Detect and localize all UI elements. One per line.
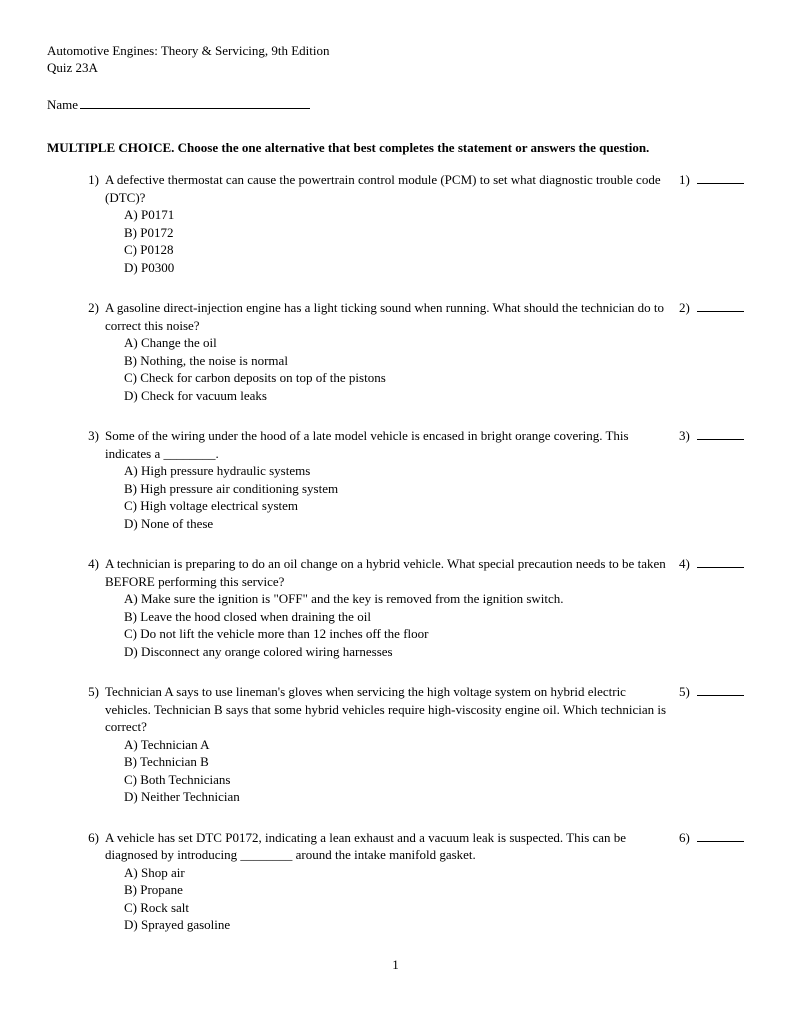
answer-area [669, 299, 745, 317]
answer-blank [697, 171, 744, 184]
question-body [105, 555, 669, 660]
answer-blank [697, 683, 744, 696]
answer-blank [697, 829, 744, 842]
question-body [105, 171, 669, 276]
choices-list [124, 736, 669, 806]
answer-blank [697, 555, 744, 568]
choice: B) Propane [124, 882, 183, 897]
answer-area [669, 555, 745, 573]
choices-list [124, 462, 669, 532]
question-number: 6) [88, 829, 99, 845]
answer-number: 4) [679, 556, 690, 571]
question [47, 171, 745, 276]
answer-blank [697, 299, 744, 312]
question-body [105, 829, 669, 934]
choice: B) Leave the hood closed when draining the oil [124, 608, 371, 624]
question-number: 4) [88, 556, 99, 571]
choice: C) Both Technicians [124, 771, 231, 787]
answer-number: 2) [679, 300, 690, 315]
answer-area [669, 683, 745, 701]
answer-area [669, 427, 745, 445]
choice: D) P0300 [124, 259, 175, 275]
question-text: A defective thermostat can cause the powertrain control module (PCM) to set what diagnostic trouble code (DTC)? [105, 172, 661, 205]
choice: D) Check for vacuum leaks [124, 387, 267, 403]
choice: C) Do not lift the vehicle more than 12 inches off the floor [124, 626, 429, 641]
choice: B) Technician B [124, 754, 209, 769]
choices-list [124, 590, 669, 660]
question-body [105, 299, 669, 404]
question-text: Some of the wiring under the hood of a late model vehicle is encased in bright orange covering. This indicates a ________. [105, 428, 629, 461]
question [47, 555, 745, 660]
choice: C) Rock salt [124, 899, 189, 915]
question-number: 1) [88, 172, 99, 187]
question [47, 427, 745, 532]
question-body [105, 683, 669, 806]
name-label: Name [47, 97, 79, 112]
question-text: Technician A says to use lineman's gloves when servicing the high voltage system on hybrid electric vehicles. Technician B says that some hybrid vehicles require high-viscosity engine oil. Which technician is correct? [105, 684, 667, 734]
question [47, 299, 745, 404]
instructions-text: Choose the one alternative that best completes the statement or answers the question. [177, 140, 650, 155]
answer-blank [697, 427, 744, 440]
question-number: 5) [88, 684, 99, 699]
answer-area [669, 829, 745, 847]
answer-number: 3) [679, 428, 690, 443]
instructions-label: MULTIPLE CHOICE. [47, 140, 175, 155]
choice: C) High voltage electrical system [124, 498, 299, 513]
instructions-heading [47, 139, 745, 156]
choice: A) Change the oil [124, 335, 217, 350]
choice: A) Technician A [124, 736, 210, 752]
question-text: A technician is preparing to do an oil change on a hybrid vehicle. What special precaution needs to be taken BEFORE performing this service? [105, 556, 666, 589]
questions-list [47, 171, 745, 934]
choice: D) Disconnect any orange colored wiring harnesses [124, 643, 393, 659]
answer-area [669, 171, 745, 189]
choices-list [124, 334, 669, 404]
choice: D) Neither Technician [124, 789, 240, 804]
choice: D) None of these [124, 515, 214, 531]
question-number: 3) [88, 428, 99, 443]
question-text: A gasoline direct-injection engine has a light ticking sound when running. What should the technician do to correct this noise? [105, 300, 664, 333]
choices-list [124, 206, 669, 276]
answer-number: 1) [679, 172, 690, 187]
name-row [47, 96, 745, 113]
choices-list [124, 864, 669, 934]
choice: C) Check for carbon deposits on top of the pistons [124, 370, 386, 385]
choice: C) P0128 [124, 242, 174, 257]
question [47, 683, 745, 806]
choice: A) Make sure the ignition is "OFF" and the key is removed from the ignition switch. [124, 591, 564, 606]
choice: A) Shop air [124, 864, 185, 880]
document-header [47, 42, 745, 76]
choice: B) P0172 [124, 224, 174, 240]
answer-number: 6) [679, 829, 690, 845]
choice: B) High pressure air conditioning system [124, 480, 339, 496]
question-number: 2) [88, 300, 99, 315]
name-blank [80, 96, 310, 109]
question-text: A vehicle has set DTC P0172, indicating a lean exhaust and a vacuum leak is suspected. This can be diagnosed by introducing ________ around the intake manifold gasket. [105, 829, 627, 862]
choice: A) High pressure hydraulic systems [124, 463, 311, 478]
choice: D) Sprayed gasoline [124, 917, 231, 932]
question [47, 829, 745, 934]
choice: A) P0171 [124, 207, 175, 222]
page-number: 1 [392, 957, 399, 972]
question-body [105, 427, 669, 532]
document-title: Automotive Engines: Theory & Servicing, 9th Edition [47, 43, 330, 58]
answer-number: 5) [679, 684, 690, 699]
choice: B) Nothing, the noise is normal [124, 352, 288, 368]
quiz-label: Quiz 23A [47, 60, 98, 75]
